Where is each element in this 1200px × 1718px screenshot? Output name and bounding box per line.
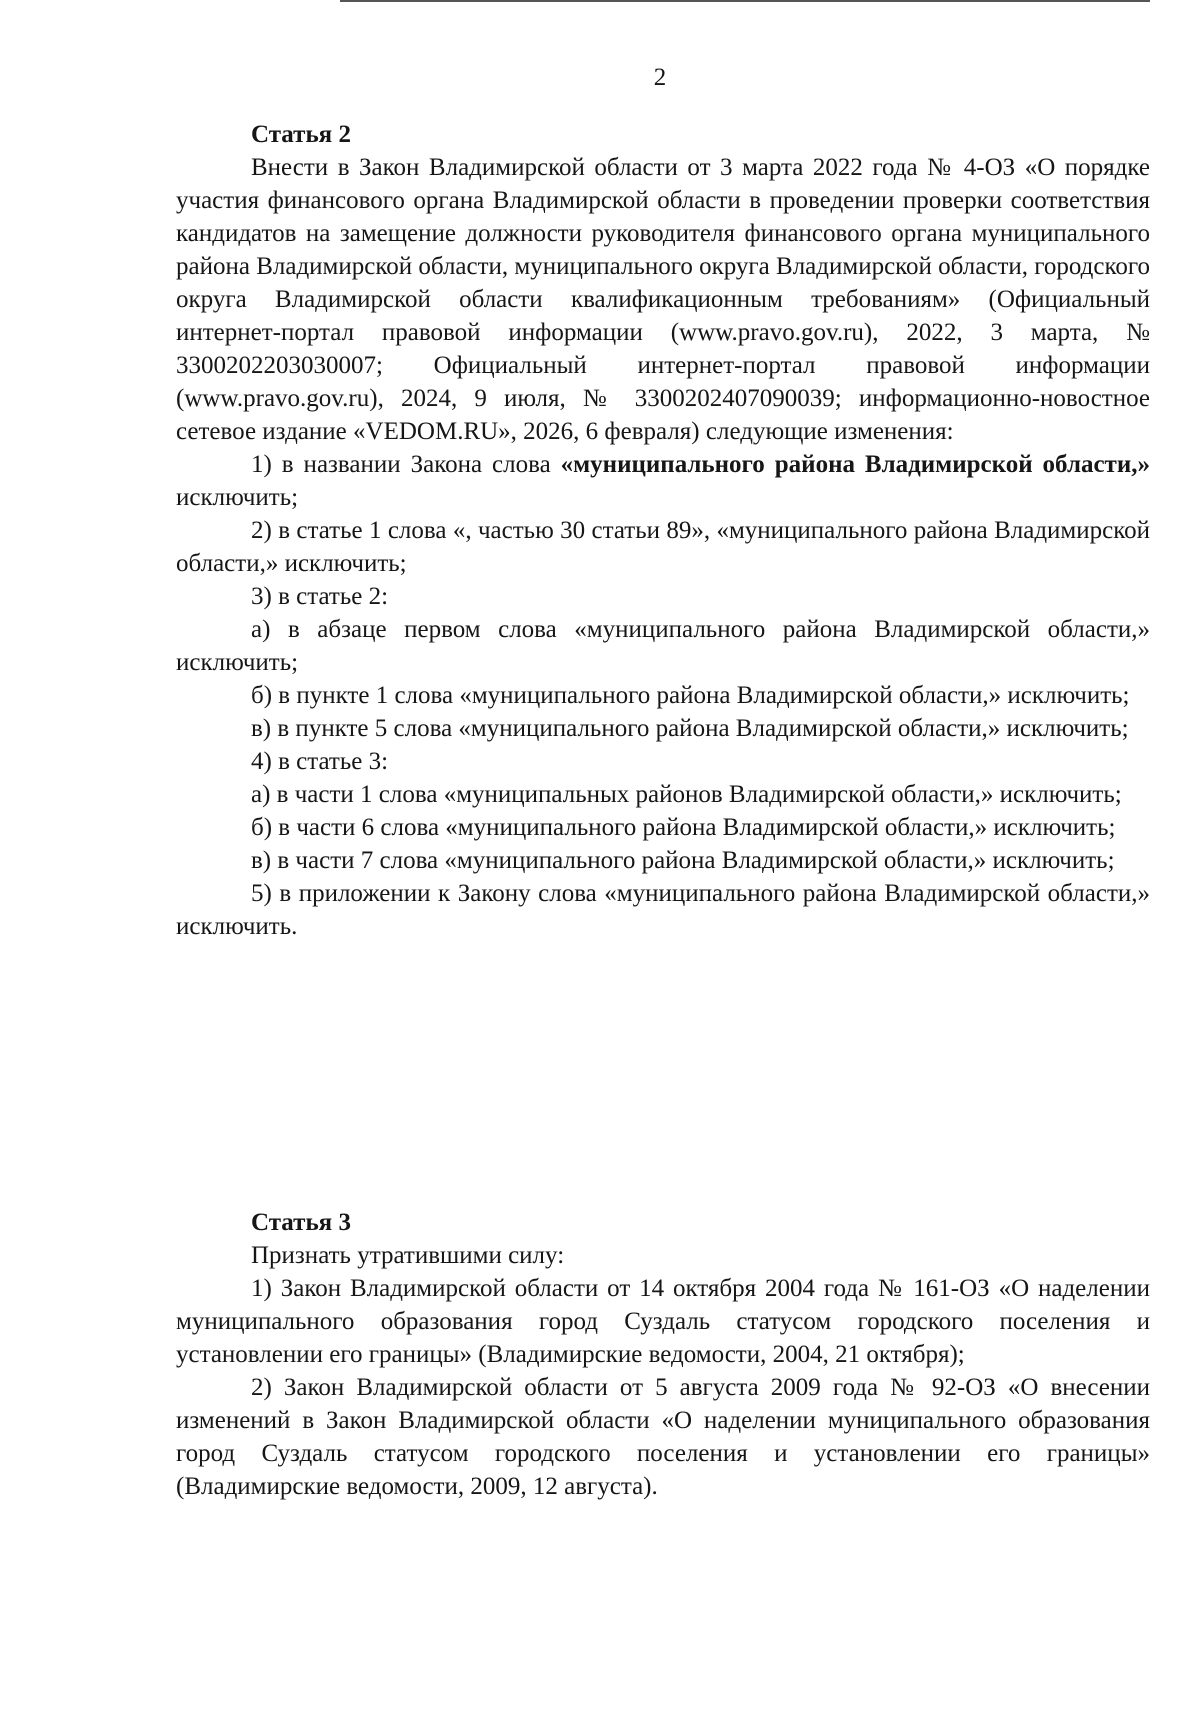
article-2 [176,118,1150,943]
article-2-item-1-bold-phrase: «муниципального района Владимирской области,» [560,451,1150,478]
article-2-item-3b: б) в пункте 1 слова «муниципального района Владимирской области,» исключить; [251,682,1130,709]
article-2-item-1 [176,448,1150,514]
article-2-item-1-prefix: 1) в названии Закона слова [251,451,561,478]
article-2-heading: Статья 2 [251,121,351,148]
article-2-item-2: 2) в статье 1 слова «, частью 30 статьи 89», «муниципального района Владимирской области,» исключить; [176,517,1150,577]
top-edge-rule [340,0,1150,2]
article-3-item-2: 2) Закон Владимирской области от 5 августа 2009 года № 92-ОЗ «О внесении изменений в Закон Владимирской области «О наделении муниципального образования город Суздаль статусом городского поселения и установлении его границы» (Владимирские ведомости, 2009, 12 августа). [176,1374,1150,1500]
article-2-item-5: 5) в приложении к Закону слова «муниципального района Владимирской области,» исключить. [176,880,1150,940]
article-2-item-1-suffix: исключить; [176,484,299,511]
article-2-item-4: 4) в статье 3: [251,748,389,775]
article-2-item-3: 3) в статье 2: [251,583,389,610]
article-3 [176,1206,1150,1503]
article-2-item-4c: в) в части 7 слова «муниципального района Владимирской области,» исключить; [251,847,1115,874]
article-3-heading: Статья 3 [251,1209,351,1236]
page-number: 2 [653,64,667,91]
article-2-item-4b: б) в части 6 слова «муниципального района Владимирской области,» исключить; [251,814,1116,841]
article-3-item-1: 1) Закон Владимирской области от 14 октября 2004 года № 161-ОЗ «О наделении муниципального образования город Суздаль статусом городского поселения и установлении его границы» (Владимирские ведомости, 2004, 21 октября); [176,1275,1150,1368]
article-3-intro: Признать утратившими силу: [251,1242,565,1269]
article-2-item-4a: а) в части 1 слова «муниципальных районов Владимирской области,» исключить; [251,781,1122,808]
article-2-item-3c: в) в пункте 5 слова «муниципального района Владимирской области,» исключить; [251,715,1129,742]
article-2-item-3a: а) в абзаце первом слова «муниципального района Владимирской области,» исключить; [176,616,1150,676]
article-2-intro: Внести в Закон Владимирской области от 3 марта 2022 года № 4-ОЗ «О порядке участия финансового органа Владимирской области в проведении проверки соответствия кандидатов на замещение должности руководителя финансового органа муниципального района Владимирской области, муниципального округа Владимирской области, городского округа Владимирской области квалификационным требованиям» (Официальный интернет-портал правовой информации (www.pravo.gov.ru), 2022, 3 марта, № 3300202203030007; Официальный интернет-портал правовой информации (www.pravo.gov.ru), 2024, 9 июля, № 3300202407090039; информационно-новостное сетевое издание «VEDOM.RU», 2026, 6 февраля) следующие изменения: [176,154,1150,445]
